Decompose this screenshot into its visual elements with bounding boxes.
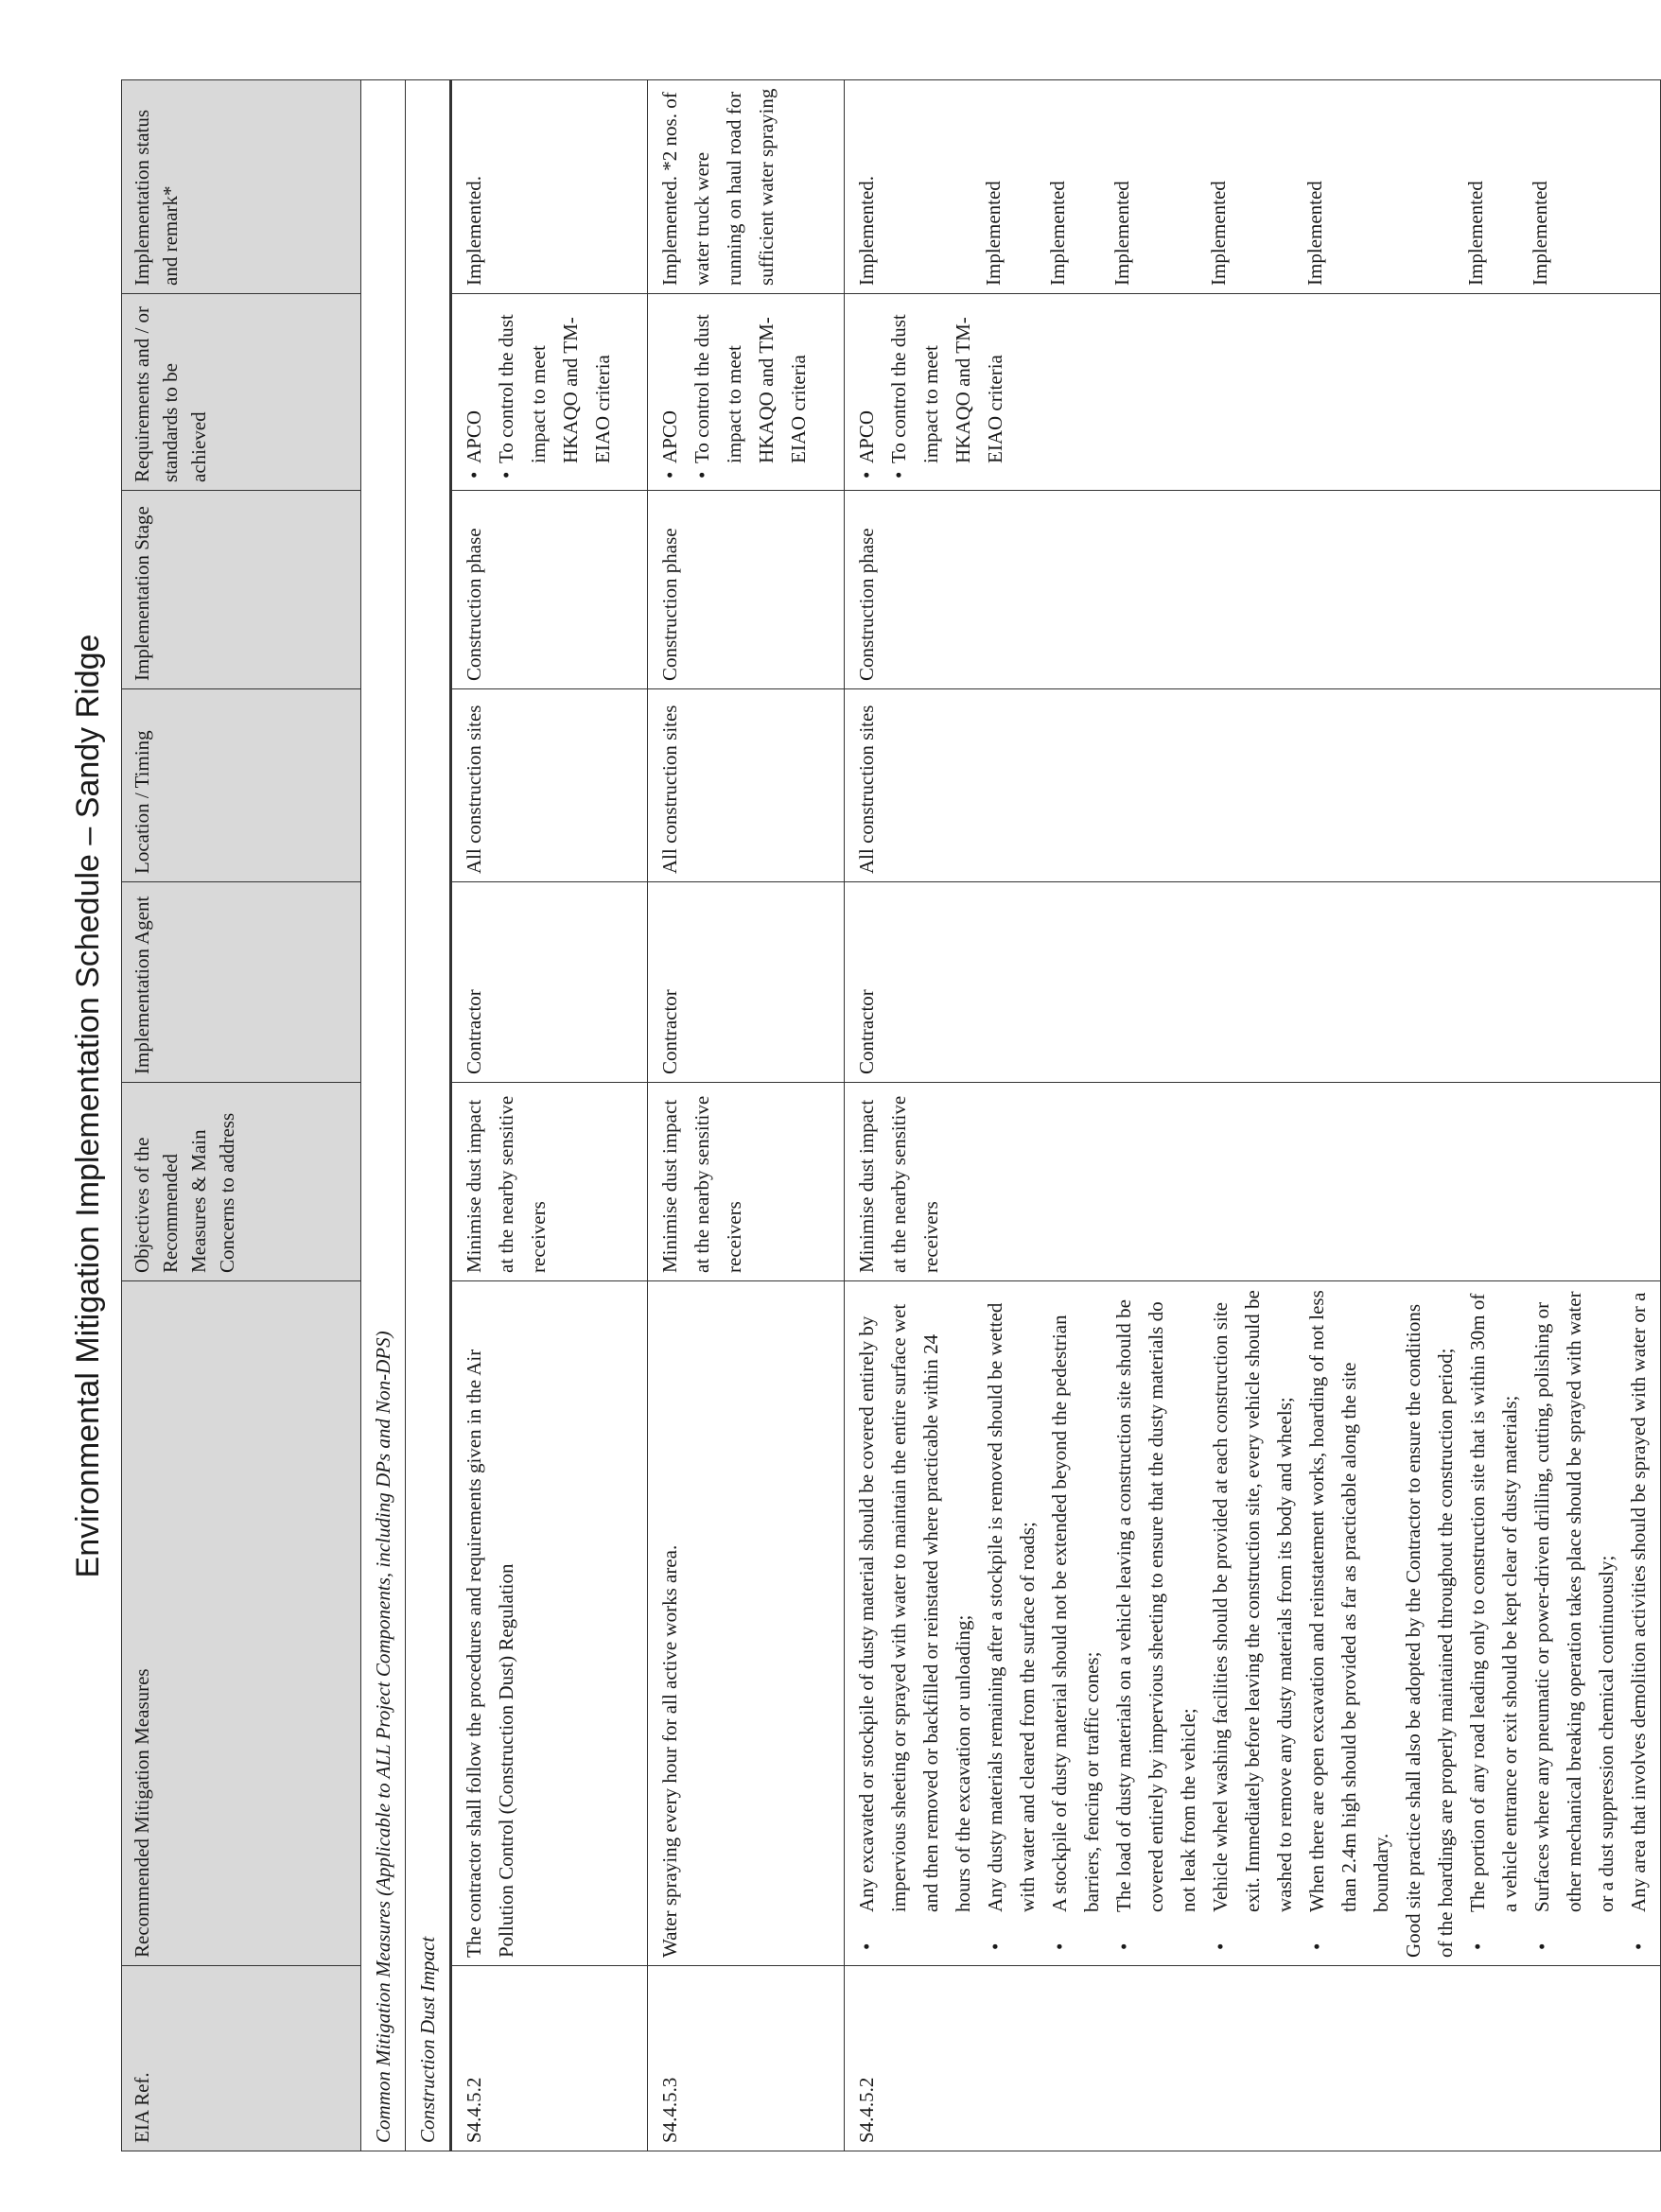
row-measure: Water spraying every hour for all active works area. — [648, 1281, 845, 1966]
row-location: All construction sites — [451, 689, 648, 882]
table-row — [648, 80, 845, 2151]
measure-item: • The load of dusty materials on a vehicle leaving a construction site should be covered entirely by impervious sheeting to ensure that the dusty materials do not leak from the vehicle; — [1108, 1289, 1204, 1958]
requirement-item: • To control the dust impact to meet HKAQO and TM-EIAO criteria — [686, 302, 814, 479]
status-item: Implemented — [1207, 181, 1230, 286]
measure-note: Good site practice shall also be adopted by the Contractor to ensure the conditions of the hoardings are properly maintained throughout the construction period; — [1402, 1303, 1457, 1958]
subsection-title: Construction Dust Impact — [406, 80, 451, 2151]
row-measure — [845, 1281, 1661, 1966]
measure-item: • Any area that involves demolition activities should be sprayed with water or a — [1622, 1289, 1654, 1958]
row-location: All construction sites — [845, 689, 1661, 882]
row-eia-ref: S4.4.5.2 — [451, 1966, 648, 2151]
row-agent: Contractor — [451, 882, 648, 1083]
header-measures: Recommended Mitigation Measures — [122, 1281, 361, 1966]
measure-item: • The portion of any road leading only to construction site that is within 30m of a vehicle entrance or exit should be kept clear of dusty materials; — [1461, 1289, 1526, 1958]
status-item: Implemented — [1529, 181, 1551, 286]
page-title: Environmental Mitigation Implementation Schedule – Sandy Ridge — [70, 634, 106, 1578]
table-row — [451, 80, 648, 2151]
measure-item: • When there are open excavation and reinstatement works, hoarding of not less than 2.4m high should be provided as far as practicable along the site boundary. — [1301, 1289, 1397, 1958]
row-eia-ref: S4.4.5.3 — [648, 1966, 845, 2151]
row-status: Implemented. *2 nos. of water truck were running on haul road for sufficient water spraying — [648, 80, 845, 294]
requirement-item: • To control the dust impact to meet HKAQO and TM-EIAO criteria — [490, 302, 619, 479]
measure-item: • A stockpile of dusty material should not be extended beyond the pedestrian barriers, fencing or traffic cones; — [1043, 1289, 1108, 1958]
header-requirements: Requirements and / or standards to be achieved — [122, 294, 361, 491]
header-agent: Implementation Agent — [122, 882, 361, 1083]
section-row — [361, 80, 406, 2151]
status-item: Implemented — [1303, 181, 1326, 286]
measure-item: • Any excavated or stockpile of dusty material should be covered entirely by impervious sheeting or sprayed with water to maintain the entire surface wet and then removed or backfilled or reinstated where practicable within 24 hours of the excavation or unloading; — [850, 1289, 979, 1958]
requirement-item: • APCO — [850, 302, 883, 479]
row-stage: Construction phase — [845, 491, 1661, 689]
row-eia-ref: S4.4.5.2 — [845, 1966, 1661, 2151]
row-status — [845, 80, 1661, 294]
header-objectives: Objectives of the Recommended Measures & Main Concerns to address — [122, 1083, 361, 1281]
header-stage: Implementation Stage — [122, 491, 361, 689]
header-row — [122, 80, 361, 2151]
table-row — [845, 80, 1661, 2151]
status-item: Implemented — [982, 181, 1005, 286]
row-requirements — [451, 294, 648, 491]
measure-item: • Vehicle wheel washing facilities should be provided at each construction site exit. Immediately before leaving the construction site, every vehicle should be washed to remove any dusty materials from its body and wheels; — [1204, 1289, 1301, 1958]
row-objective: Minimise dust impact at the nearby sensitive receivers — [648, 1083, 845, 1281]
row-location: All construction sites — [648, 689, 845, 882]
row-objective: Minimise dust impact at the nearby sensitive receivers — [845, 1083, 1661, 1281]
status-main: Implemented. — [855, 175, 878, 286]
header-location: Location / Timing — [122, 689, 361, 882]
row-agent: Contractor — [845, 882, 1661, 1083]
subsection-row — [406, 80, 451, 2151]
header-eia-ref: EIA Ref. — [122, 1966, 361, 2151]
row-objective: Minimise dust impact at the nearby sensitive receivers — [451, 1083, 648, 1281]
row-measure: The contractor shall follow the procedures and requirements given in the Air Pollution Control (Construction Dust) Regulation — [451, 1281, 648, 1966]
row-status: Implemented. — [451, 80, 648, 294]
status-item: Implemented — [1464, 181, 1487, 286]
row-requirements — [845, 294, 1661, 491]
measure-item: • Any dusty materials remaining after a stockpile is removed should be wetted with water and cleared from the surface of roads; — [979, 1289, 1043, 1958]
measure-item: • Surfaces where any pneumatic or power-driven drilling, cutting, polishing or other mechanical breaking operation takes place should be sprayed with water or a dust suppression chemical continuously; — [1526, 1289, 1622, 1958]
header-status: Implementation status and remark* — [122, 80, 361, 294]
row-stage: Construction phase — [648, 491, 845, 689]
requirement-item: • APCO — [458, 302, 490, 479]
row-stage: Construction phase — [451, 491, 648, 689]
mitigation-schedule-table — [121, 79, 1661, 2151]
requirement-item: • APCO — [654, 302, 686, 479]
section-title: Common Mitigation Measures (Applicable to ALL Project Components, including DPs and Non-DPS) — [361, 80, 406, 2151]
row-requirements — [648, 294, 845, 491]
requirement-item: • To control the dust impact to meet HKAQO and TM-EIAO criteria — [883, 302, 1011, 479]
status-item: Implemented — [1110, 181, 1133, 286]
row-agent: Contractor — [648, 882, 845, 1083]
status-item: Implemented — [1046, 181, 1069, 286]
